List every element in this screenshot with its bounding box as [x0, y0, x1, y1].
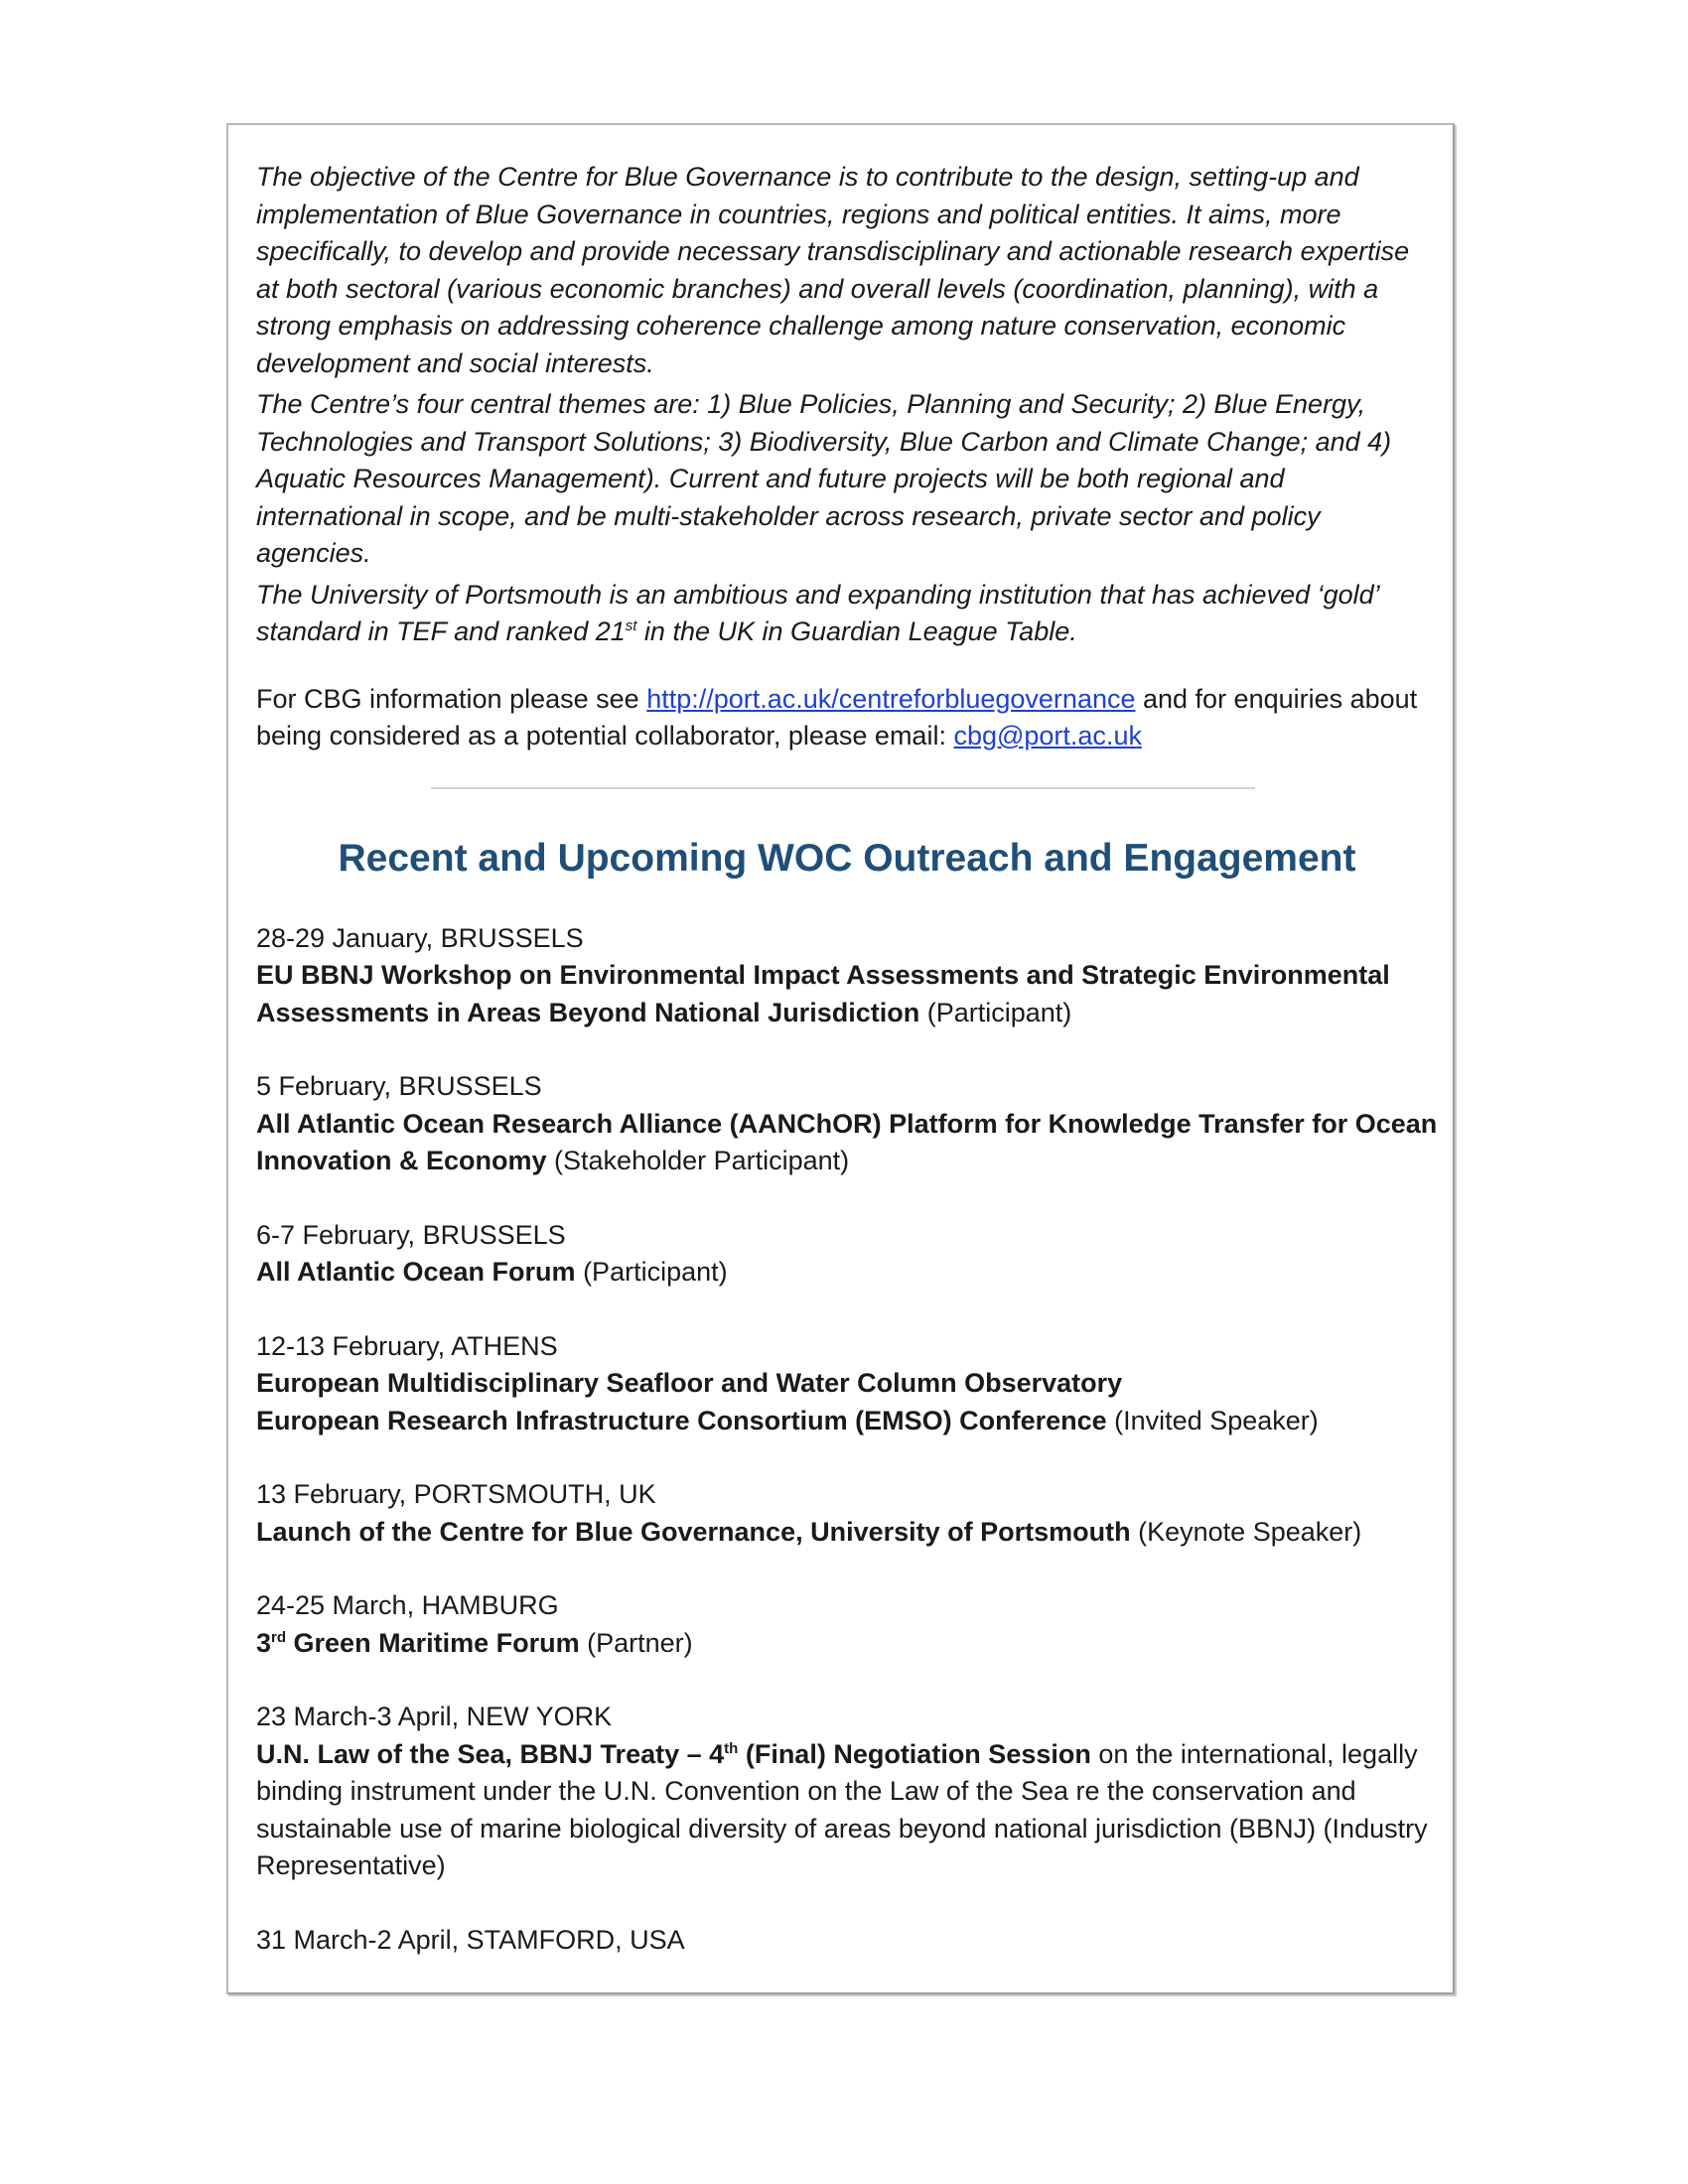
event-title-b: Green Maritime Forum [286, 1627, 580, 1658]
cbg-website-link[interactable]: http://port.ac.uk/centreforbluegovernance [646, 683, 1136, 714]
event-date: 24-25 March, HAMBURG [256, 1590, 559, 1620]
event-role: (Stakeholder Participant) [546, 1146, 850, 1175]
ordinal-suffix: st [625, 617, 637, 634]
event-item [256, 1922, 1438, 1960]
ordinal-suffix: th [724, 1739, 739, 1757]
event-role: (Partner) [579, 1627, 693, 1658]
intro-section [256, 159, 1438, 651]
event-item [256, 920, 1438, 1032]
cbg-info-paragraph [256, 681, 1438, 755]
cbg-text-a: For CBG information please see [256, 683, 647, 714]
event-title: EU BBNJ Workshop on Environmental Impact Assessments and Strategic Environmental Assessments in Areas Beyond National Jurisdiction [256, 960, 1390, 1027]
event-date: 13 February, PORTSMOUTH, UK [256, 1479, 656, 1509]
event-description: on the international, legally binding instrument under the U.N. Convention on the Law of the Sea re the conservation and sustainable use of marine biological diversity of areas beyond national jurisdiction (BBNJ) (Industry Representative) [256, 1738, 1428, 1880]
event-title: All Atlantic Ocean Research Alliance (AANChOR) Platform for Knowledge Transfer for Ocean Innovation & Economy [256, 1108, 1438, 1175]
event-title: Launch of the Centre for Blue Governance, University of Portsmouth [256, 1516, 1131, 1547]
event-role: (Participant) [575, 1257, 728, 1287]
events-list [256, 920, 1438, 1960]
document-content [256, 159, 1438, 1995]
event-title: All Atlantic Ocean Forum [256, 1257, 576, 1287]
section-divider [431, 787, 1255, 789]
event-title-a: 3 [256, 1627, 272, 1658]
event-role: (Participant) [919, 997, 1072, 1027]
event-date: 23 March-3 April, NEW YORK [256, 1702, 613, 1731]
event-item [256, 1476, 1438, 1551]
event-date: 28-29 January, BRUSSELS [256, 922, 584, 953]
event-item [256, 1328, 1438, 1440]
event-date: 6-7 February, BRUSSELS [256, 1219, 566, 1250]
event-item [256, 1068, 1438, 1180]
intro-themes-paragraph: The Centre’s four central themes are: 1) Blue Policies, Planning and Security; 2) Blue Energy, Technologies and Transport Solutions; 3) Biodiversity, Blue Carbon and Climate Change; and 4) Aquatic Resources Management). Current and future projects will be both regional and international in scope, and be multi-stakeholder across research, private sector and policy agencies. [256, 389, 1392, 568]
event-item [256, 1699, 1438, 1885]
university-text-b: in the UK in Guardian League Table. [636, 616, 1077, 646]
event-date: 12-13 February, ATHENS [256, 1330, 558, 1361]
event-title [256, 1628, 580, 1658]
event-item [256, 1217, 1438, 1292]
cbg-text-b: and for enquiries about being considered as a potential collaborator, please email: [256, 683, 1418, 751]
section-title: Recent and Upcoming WOC Outreach and Engagement [338, 836, 1356, 880]
university-text-a: The University of Portsmouth is an ambitious and expanding institution that has achieved ‘gold’ standard in TEF and ranked 21 [256, 579, 1379, 646]
event-title-a: U.N. Law of the Sea, BBNJ Treaty – 4 [256, 1738, 725, 1769]
event-title-b: (Final) Negotiation Session [738, 1738, 1091, 1769]
event-title-line1: European Multidisciplinary Seafloor and Water Column Observatory [256, 1368, 1123, 1398]
intro-objective-paragraph: The objective of the Centre for Blue Governance is to contribute to the design, setting-up and implementation of Blue Governance in countries, regions and political entities. It aims, more specifically, to develop and provide necessary transdisciplinary and actionable research expertise at both sectoral (various economic branches) and overall levels (coordination, planning), with a strong emphasis on addressing coherence challenge among nature conservation, economic development and social interests. [256, 162, 1410, 378]
event-item [256, 1587, 1438, 1662]
event-title-line2: European Research Infrastructure Consortium (EMSO) Conference [256, 1405, 1107, 1435]
intro-university-paragraph [256, 577, 1438, 651]
event-date: 31 March-2 April, STAMFORD, USA [256, 1924, 685, 1955]
ordinal-suffix: rd [271, 1628, 287, 1646]
event-title [256, 1739, 1091, 1769]
event-role: (Invited Speaker) [1106, 1405, 1319, 1435]
cbg-email-link[interactable]: cbg@port.ac.uk [953, 721, 1142, 751]
event-role: (Keynote Speaker) [1130, 1516, 1362, 1547]
event-date: 5 February, BRUSSELS [256, 1071, 542, 1101]
